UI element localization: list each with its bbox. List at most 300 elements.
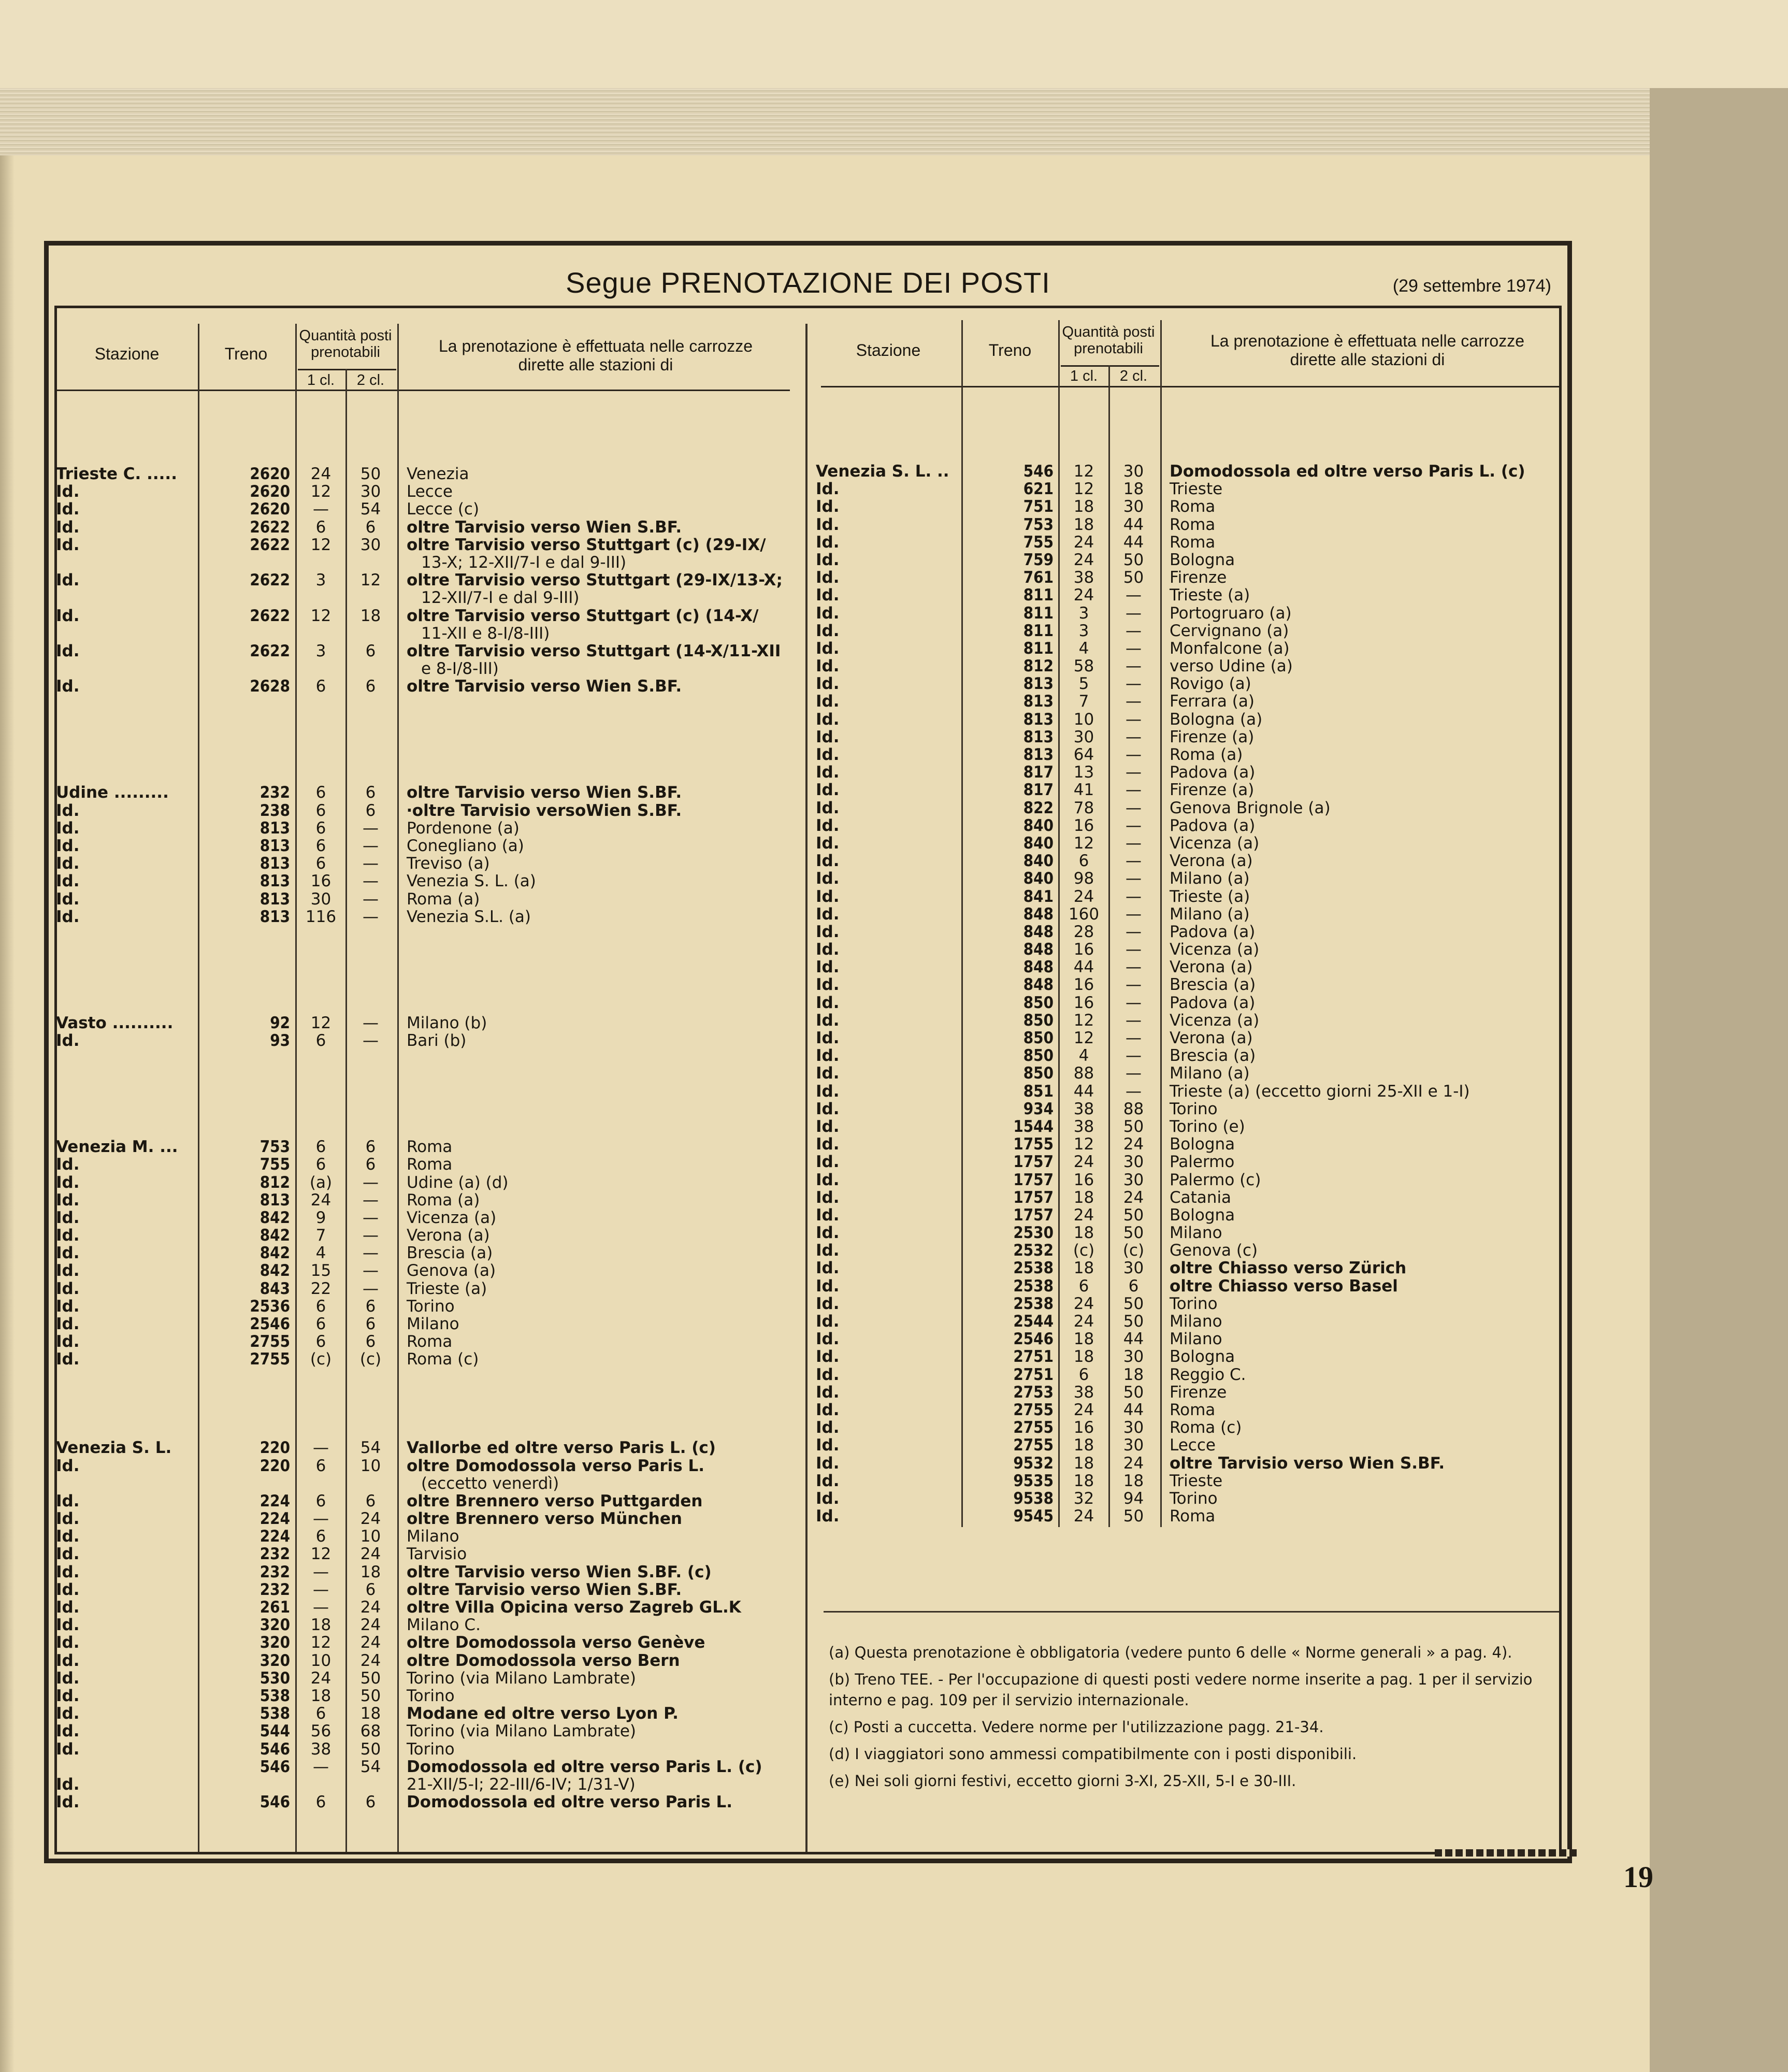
- destination-cell: [407, 1421, 811, 1439]
- qty2-cell: —: [1126, 586, 1142, 605]
- qty2-cell: 50: [360, 1686, 381, 1705]
- station-cell: Id.: [816, 1259, 840, 1278]
- qty1-cell: —: [313, 1438, 329, 1458]
- station-cell: Id.: [56, 677, 80, 696]
- train-cell: 840: [1023, 833, 1054, 853]
- destination-cell: Vallorbe ed oltre verso Paris L. (c): [407, 1438, 716, 1458]
- qty1-cell: 38: [310, 1739, 331, 1759]
- destination-cell: Portogruaro (a): [1170, 603, 1292, 623]
- station-cell: [56, 1103, 198, 1120]
- destination-cell: [407, 1120, 811, 1138]
- train-cell: [202, 731, 290, 749]
- qty1-cell: 12: [1073, 480, 1094, 499]
- train-cell: [202, 1421, 290, 1439]
- qty1-column: [1059, 463, 1108, 1525]
- station-cell: Id.: [816, 833, 840, 853]
- qty1-cell: 12: [310, 535, 331, 554]
- qty2-cell: —: [1126, 763, 1142, 782]
- page-gutter-shadow: [0, 155, 15, 2072]
- train-cell: 850: [1023, 1029, 1054, 1047]
- station-cell: Id.: [816, 940, 840, 959]
- train-cell: 753: [259, 1138, 290, 1157]
- station-cell: [56, 1067, 198, 1085]
- train-cell: 546: [259, 1793, 290, 1812]
- qty2-cell: [346, 589, 395, 607]
- station-cell: Id.: [56, 1527, 80, 1546]
- train-cell: 224: [259, 1527, 290, 1546]
- qty1-cell: 160: [1068, 904, 1100, 924]
- train-cell: [202, 1776, 290, 1793]
- destination-cell: [407, 997, 811, 1014]
- qty1-cell: [296, 1103, 345, 1120]
- destination-cell: Roma (a): [407, 889, 480, 909]
- header-qty1-left: 1 cl.: [307, 372, 335, 388]
- qty1-cell: 5: [1078, 674, 1089, 694]
- qty1-cell: [296, 1369, 345, 1386]
- qty2-cell: 24: [1123, 1454, 1144, 1473]
- qty1-cell: (a): [309, 1173, 333, 1192]
- qty2-cell: 30: [360, 482, 381, 501]
- qty1-cell: 6: [315, 801, 326, 820]
- qty2-cell: —: [363, 854, 379, 873]
- destination-cell: Lecce: [1170, 1436, 1216, 1455]
- station-cell: Id.: [816, 1029, 840, 1047]
- qty2-cell: [346, 943, 395, 961]
- train-cell: 546: [1023, 462, 1054, 481]
- train-cell: [202, 997, 290, 1014]
- destination-cell: Vicenza (a): [1170, 940, 1260, 959]
- station-cell: Id.: [56, 1545, 80, 1564]
- qty1-cell: 24: [1073, 1312, 1094, 1331]
- train-cell: [202, 695, 290, 713]
- station-cell: Id.: [816, 993, 840, 1012]
- destination-cell: [407, 1049, 811, 1067]
- station-cell: Id.: [816, 727, 840, 746]
- qty2-cell: —: [1126, 940, 1142, 959]
- qty1-cell: [296, 926, 345, 943]
- train-cell: 813: [259, 818, 290, 838]
- destination-cell: Genova Brignole (a): [1170, 798, 1331, 817]
- station-cell: Id.: [816, 1224, 840, 1243]
- train-cell: 812: [259, 1173, 290, 1192]
- train-cell: 848: [1023, 922, 1054, 941]
- qty1-cell: 18: [1073, 497, 1094, 516]
- station-cell: Id.: [816, 710, 840, 729]
- train-cell: 1757: [1013, 1205, 1054, 1225]
- destination-cell: Padova (a): [1170, 993, 1256, 1012]
- destination-cell: Genova (c): [1170, 1241, 1258, 1260]
- qty2-cell: [346, 660, 395, 678]
- qty2-cell: [346, 1776, 395, 1793]
- train-cell: 850: [1023, 1046, 1054, 1066]
- train-cell: 813: [1023, 674, 1054, 694]
- station-cell: Id.: [816, 497, 840, 516]
- footnote-b: (b) Treno TEE. - Per l'occupazione di questi posti vedere norme inserite a pag. 1 per il servizio interno e pag. 109 per il servizio internazionale.: [829, 1671, 1533, 1709]
- qty2-cell: 50: [360, 465, 381, 483]
- qty1-cell: 56: [310, 1722, 331, 1741]
- qty2-cell: 18: [1123, 1365, 1144, 1384]
- destination-cell: Monfalcone (a): [1170, 639, 1290, 658]
- train-cell: 751: [1023, 497, 1054, 516]
- qty1-cell: [296, 713, 345, 731]
- qty2-cell: —: [1126, 904, 1142, 924]
- station-cell: [56, 979, 198, 996]
- destination-cell: [407, 1103, 811, 1120]
- destination-cell: Padova (a): [1170, 922, 1256, 941]
- qty2-cell: 6: [365, 1332, 376, 1351]
- qty2-cell: —: [1126, 781, 1142, 800]
- train-cell: [202, 943, 290, 961]
- train-cell: 851: [1023, 1082, 1054, 1101]
- qty1-cell: [296, 1386, 345, 1404]
- destination-cell: Modane ed oltre verso Lyon P.: [407, 1704, 679, 1723]
- destination-cell: Verona (a): [1170, 958, 1253, 977]
- destination-cell: [407, 1404, 811, 1421]
- station-cell: Id.: [56, 1793, 80, 1812]
- destination-cell: [407, 979, 811, 996]
- qty1-cell: 16: [1073, 1170, 1094, 1189]
- qty1-cell: 24: [1073, 887, 1094, 906]
- destination-cell: Bologna (a): [1170, 710, 1263, 729]
- destination-cell: 12-XII/7-I e dal 9-III): [421, 588, 580, 608]
- qty2-cell: [346, 1386, 395, 1404]
- qty2-cell: —: [1126, 798, 1142, 817]
- qty2-cell: 6: [365, 1491, 376, 1510]
- station-cell: Id.: [56, 1651, 80, 1670]
- station-cell: Id.: [56, 801, 80, 820]
- destination-cell: ‧oltre Tarvisio versoWien S.BF.: [407, 801, 682, 820]
- train-cell: [202, 979, 290, 996]
- train-cell: 822: [1023, 798, 1054, 817]
- train-cell: [202, 766, 290, 784]
- qty2-cell: —: [363, 1226, 379, 1245]
- qty1-cell: 18: [1073, 1330, 1094, 1349]
- station-cell: Id.: [816, 745, 840, 764]
- train-cell: 93: [270, 1031, 290, 1050]
- train-cell: 530: [259, 1668, 290, 1688]
- destination-cell: [407, 943, 811, 961]
- qty2-cell: 30: [1123, 1436, 1144, 1455]
- qty1-cell: 18: [1073, 1188, 1094, 1207]
- qty1-cell: 38: [1073, 568, 1094, 587]
- train-cell: 934: [1023, 1099, 1054, 1118]
- station-cell: [56, 1386, 198, 1404]
- train-cell: [202, 1067, 290, 1085]
- qty1-cell: 24: [1073, 550, 1094, 569]
- train-cell: 2546: [1013, 1330, 1054, 1349]
- train-cell: 755: [1023, 533, 1054, 552]
- qty1-cell: 7: [1078, 692, 1089, 711]
- train-cell: 842: [259, 1244, 290, 1263]
- train-cell: 1757: [1013, 1153, 1054, 1172]
- qty-subrule-right: [1061, 365, 1159, 367]
- qty2-cell: —: [1126, 674, 1142, 694]
- qty2-cell: —: [363, 1190, 379, 1210]
- station-cell: Id.: [816, 480, 840, 499]
- bottom-decorative-rule: [1435, 1849, 1580, 1857]
- qty2-cell: 24: [360, 1545, 381, 1564]
- qty1-cell: 3: [1078, 621, 1089, 640]
- station-cell: Id.: [56, 1244, 80, 1263]
- qty2-cell: 24: [1123, 1135, 1144, 1154]
- train-cell: 2628: [250, 677, 290, 696]
- qty2-cell: —: [1126, 816, 1142, 835]
- destination-cell: Roma: [407, 1332, 453, 1351]
- qty2-cell: 50: [1123, 1507, 1144, 1526]
- station-cell: Id.: [816, 763, 840, 782]
- qty1-cell: 6: [315, 783, 326, 802]
- col-divider: [1160, 320, 1162, 1527]
- qty2-cell: 24: [360, 1651, 381, 1670]
- train-cell: [202, 926, 290, 943]
- station-cell: [56, 554, 198, 571]
- station-cell: Id.: [816, 1153, 840, 1172]
- destination-cell: Palermo: [1170, 1153, 1235, 1172]
- destination-cell: Milano (a): [1170, 904, 1250, 924]
- station-cell: Id.: [56, 1633, 80, 1652]
- train-cell: 813: [259, 907, 290, 926]
- qty1-cell: 6: [1078, 852, 1089, 871]
- qty2-cell: [346, 713, 395, 731]
- qty1-cell: 24: [1073, 1294, 1094, 1313]
- qty1-cell: 13: [1073, 763, 1094, 782]
- station-cell: Id.: [816, 1312, 840, 1331]
- train-cell: 2755: [250, 1350, 290, 1369]
- train-cell: 2751: [1013, 1347, 1054, 1366]
- qty1-cell: (c): [310, 1350, 332, 1369]
- station-cell: [56, 589, 198, 607]
- station-cell: Id.: [816, 852, 840, 871]
- qty1-cell: 4: [315, 1244, 326, 1263]
- station-cell: Id.: [816, 1099, 840, 1118]
- train-cell: 92: [270, 1013, 290, 1032]
- destination-cell: Roma (c): [1170, 1418, 1242, 1437]
- station-cell: Vasto ..........: [56, 1013, 174, 1032]
- qty1-cell: [296, 1049, 345, 1067]
- train-cell: 759: [1023, 550, 1054, 569]
- destination-cell: oltre Villa Opicina verso Zagreb GL.K: [407, 1598, 741, 1617]
- qty2-cell: 30: [1123, 1347, 1144, 1366]
- train-cell: 2622: [250, 641, 290, 660]
- qty2-cell: —: [1126, 1082, 1142, 1101]
- qty2-cell: 6: [365, 1297, 376, 1316]
- train-cell: 842: [259, 1261, 290, 1280]
- destination-cell: Rovigo (a): [1170, 674, 1251, 694]
- qty2-cell: 30: [1123, 497, 1144, 516]
- qty1-cell: 15: [310, 1261, 331, 1280]
- station-cell: Id.: [56, 1350, 80, 1369]
- station-cell: Id.: [816, 1135, 840, 1154]
- qty1-cell: —: [313, 500, 329, 519]
- station-cell: [56, 1404, 198, 1421]
- qty2-cell: 50: [360, 1668, 381, 1688]
- train-cell: [202, 1085, 290, 1103]
- station-cell: Trieste C. .....: [56, 465, 177, 483]
- train-cell: [202, 1120, 290, 1138]
- destination-cell: Catania: [1170, 1188, 1232, 1207]
- qty2-cell: [346, 1404, 395, 1421]
- qty1-cell: 12: [1073, 1135, 1094, 1154]
- destination-cell: Padova (a): [1170, 816, 1256, 835]
- qty1-cell: 7: [315, 1226, 326, 1245]
- station-cell: Id.: [816, 1507, 840, 1526]
- qty2-cell: 10: [360, 1527, 381, 1546]
- station-cell: Id.: [816, 816, 840, 835]
- qty1-cell: (c): [1073, 1241, 1095, 1260]
- qty1-cell: 6: [315, 1155, 326, 1174]
- train-cell: [202, 625, 290, 642]
- qty2-cell: —: [363, 1208, 379, 1227]
- destination-cell: 21-XII/5-I; 22-III/6-IV; 1/31-V): [407, 1775, 636, 1794]
- station-cell: Venezia M. ...: [56, 1138, 178, 1157]
- header-qty2-left: 2 cl.: [356, 372, 385, 388]
- station-cell: [56, 1369, 198, 1386]
- destination-cell: [407, 695, 811, 713]
- qty2-cell: —: [363, 889, 379, 909]
- station-cell: [56, 1049, 198, 1067]
- destination-cell: Torino (via Milano Lambrate): [407, 1722, 637, 1741]
- station-cell: Id.: [56, 1297, 80, 1316]
- train-column: [964, 463, 1054, 1525]
- qty2-cell: [346, 625, 395, 642]
- qty1-cell: [296, 1421, 345, 1439]
- station-cell: [56, 731, 198, 749]
- qty1-cell: [296, 1067, 345, 1085]
- qty1-cell: [296, 1085, 345, 1103]
- destination-cell: [407, 749, 811, 766]
- qty2-cell: —: [1126, 710, 1142, 729]
- station-cell: [56, 1120, 198, 1138]
- qty1-cell: 38: [1073, 1099, 1094, 1118]
- train-cell: 817: [1023, 763, 1054, 782]
- qty2-cell: 6: [365, 1315, 376, 1333]
- destination-cell: Bologna: [1170, 1135, 1235, 1154]
- destination-cell: Roma (a): [407, 1190, 480, 1210]
- qty1-cell: 12: [310, 1633, 331, 1652]
- station-cell: Id.: [56, 641, 80, 660]
- station-cell: Id.: [56, 1261, 80, 1280]
- header-qty-left: Quantità posti prenotabili: [299, 327, 392, 361]
- station-cell: Venezia S. L. ..: [816, 462, 949, 481]
- destination-cell: Venezia: [407, 465, 469, 483]
- station-cell: Id.: [56, 482, 80, 501]
- destination-cell: oltre Domodossola verso Paris L.: [407, 1456, 705, 1475]
- qty1-cell: [296, 979, 345, 996]
- qty2-column: [1109, 463, 1158, 1525]
- station-cell: Id.: [816, 515, 840, 534]
- station-cell: Id.: [816, 533, 840, 552]
- qty1-cell: 16: [1073, 816, 1094, 835]
- qty2-cell: 18: [1123, 1471, 1144, 1490]
- train-cell: 813: [1023, 727, 1054, 746]
- train-cell: 621: [1023, 480, 1054, 499]
- qty1-cell: [296, 554, 345, 571]
- destination-cell: Lecce (c): [407, 500, 480, 519]
- qty2-cell: 30: [1123, 1153, 1144, 1172]
- train-cell: 813: [1023, 710, 1054, 729]
- station-cell: Id.: [816, 1400, 840, 1419]
- qty1-cell: 6: [315, 1527, 326, 1546]
- qty1-cell: 78: [1073, 798, 1094, 817]
- station-cell: Id.: [56, 1031, 80, 1050]
- destination-cell: Torino: [1170, 1294, 1218, 1313]
- destination-cell: Vicenza (a): [1170, 833, 1260, 853]
- qty2-cell: 44: [1123, 1400, 1144, 1419]
- qty2-cell: —: [1126, 1046, 1142, 1066]
- train-cell: 755: [259, 1155, 290, 1174]
- train-cell: 2622: [250, 517, 290, 537]
- destination-cell: oltre Tarvisio verso Wien S.BF.: [407, 1580, 682, 1599]
- destination-column: [1170, 463, 1563, 1525]
- destination-cell: Trieste (a): [1170, 887, 1250, 906]
- destination-cell: Treviso (a): [407, 854, 490, 873]
- train-cell: 813: [1023, 745, 1054, 764]
- qty1-cell: 98: [1073, 869, 1094, 888]
- destination-cell: [407, 1386, 811, 1404]
- destination-cell: Tarvisio: [407, 1545, 467, 1564]
- qty1-cell: 6: [315, 1297, 326, 1316]
- train-cell: 813: [259, 889, 290, 909]
- destination-cell: Roma: [1170, 533, 1216, 552]
- destination-cell: Milano: [1170, 1330, 1222, 1349]
- qty2-column: [346, 465, 395, 1811]
- station-cell: Id.: [56, 854, 80, 873]
- qty1-cell: 18: [1073, 1259, 1094, 1278]
- qty1-cell: 58: [1073, 657, 1094, 676]
- destination-cell: oltre Tarvisio verso Stuttgart (14-X/11-XII: [407, 641, 781, 660]
- train-cell: 848: [1023, 975, 1054, 995]
- qty1-cell: 6: [315, 854, 326, 873]
- station-cell: Id.: [816, 1241, 840, 1260]
- qty2-cell: [346, 1085, 395, 1103]
- station-cell: Id.: [56, 1173, 80, 1192]
- qty1-cell: 24: [310, 1190, 331, 1210]
- train-cell: 2753: [1013, 1383, 1054, 1402]
- destination-cell: Firenze: [1170, 568, 1227, 587]
- qty2-cell: —: [1126, 1011, 1142, 1030]
- qty1-cell: 6: [315, 1456, 326, 1475]
- station-cell: [56, 943, 198, 961]
- qty1-cell: 10: [310, 1651, 331, 1670]
- destination-cell: Torino: [1170, 1099, 1218, 1118]
- qty2-cell: [346, 1103, 395, 1120]
- qty2-cell: —: [1126, 852, 1142, 871]
- train-cell: 811: [1023, 603, 1054, 623]
- qty2-cell: 6: [365, 641, 376, 660]
- qty2-cell: 6: [365, 783, 376, 802]
- header-dest-right: La prenotazione è effettuata nelle carrozze dirette alle stazioni di: [1210, 332, 1525, 369]
- destination-cell: oltre Tarvisio verso Wien S.BF.: [1170, 1454, 1445, 1473]
- station-cell: Id.: [816, 550, 840, 569]
- train-cell: [202, 1369, 290, 1386]
- train-cell: 2755: [1013, 1400, 1054, 1419]
- qty1-cell: [296, 766, 345, 784]
- qty2-cell: —: [363, 1173, 379, 1192]
- qty1-cell: 6: [315, 1031, 326, 1050]
- station-cell: Id.: [56, 517, 80, 537]
- destination-cell: Roma: [407, 1138, 453, 1157]
- train-cell: 817: [1023, 781, 1054, 800]
- qty1-cell: 24: [1073, 586, 1094, 605]
- qty1-cell: 44: [1073, 958, 1094, 977]
- qty1-cell: —: [313, 1757, 329, 1776]
- station-cell: Id.: [56, 1509, 80, 1529]
- destination-cell: Trieste (a) (eccetto giorni 25-XII e 1-I): [1170, 1082, 1470, 1101]
- qty2-cell: [346, 554, 395, 571]
- qty1-cell: 22: [310, 1279, 331, 1298]
- train-cell: 220: [259, 1438, 290, 1458]
- qty1-cell: 6: [1078, 1276, 1089, 1296]
